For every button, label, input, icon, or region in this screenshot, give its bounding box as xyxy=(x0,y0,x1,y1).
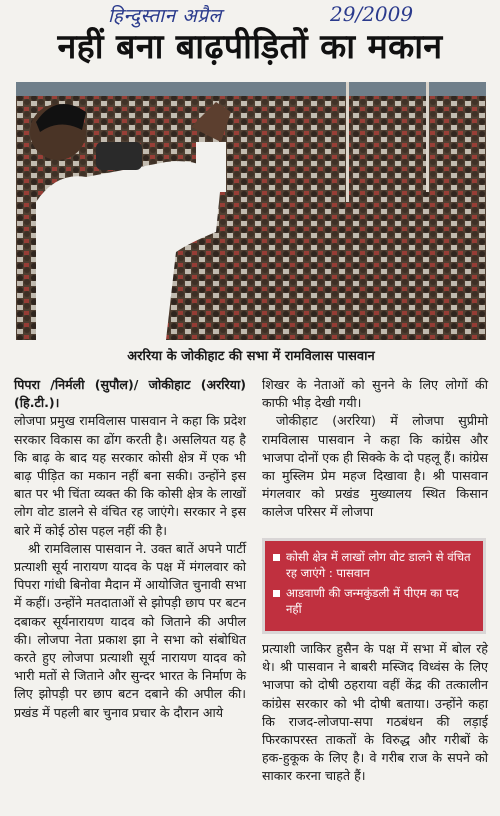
paragraph: प्रत्याशी जाकिर हुसैन के पक्ष में सभा में बोल रहे थे। श्री पासवान ने बाबरी मस्जिद विध्वंस के लिए भाजपा को दोषी ठहराया वहीं केंद्र की तत्कालीन कांग्रेस सरकार को भी दोषी बताया। उन्होंने कहा कि राजद-लोजपा-सपा गठबंधन की लड़ाई फिरकापरस्त ताकतों के विरुद्ध और गरीबों के हक-हुकूक के लिए है। वे गरीब राज के सपने को साकार करना चाहते हैं। xyxy=(262,641,488,784)
paragraph: लोजपा प्रमुख रामविलास पासवान ने कहा कि प्रदेश सरकार विकास का ढोंग करती है। असलियत यह है कि बाढ़ के बाद यह सरकार कोसी क्षेत्र में एक भी बाढ़ पीड़ित का मकान नहीं बना सकी। उन्होंने इस बात पर भी चिंता व्यक्त की कि कोसी क्षेत्र के लाखों लोग वोट डालने से वंचित रह जाएंगे। सरकार ने इस बारे में कोई ठोस पहल नहीं की है। xyxy=(14,413,246,538)
paragraph: शिखर के नेताओं को सुनने के लिए लोगों की काफी भीड़ देखी गयी। xyxy=(262,377,488,411)
article-column-2-top xyxy=(262,376,488,522)
highlight-text: कोसी क्षेत्र में लाखों लोग वोट डालने से वंचित रह जाएंगे : पासवान xyxy=(286,550,471,580)
masthead-handwriting: हिन्दुस्तान अप्रैल xyxy=(108,5,222,27)
photo-caption: अररिया के जोकीहाट की सभा में रामविलास पासवान xyxy=(127,349,375,364)
highlight-item xyxy=(273,585,477,617)
highlight-text: आडवाणी की जन्मकुंडली में पीएम का पद नहीं xyxy=(286,586,459,616)
handwritten-date: 29/2009 xyxy=(330,2,414,26)
dateline: पिपरा /निर्मली (सुपौल)/ जोकीहाट (अररिया) (हि.टी.)। xyxy=(14,377,246,411)
rally-photo-image xyxy=(16,82,486,340)
highlight-box xyxy=(262,538,486,634)
highlight-item xyxy=(273,549,477,581)
rally-photo xyxy=(16,82,486,340)
paragraph: श्री रामविलास पासवान ने. उक्त बातें अपने पार्टी प्रत्याशी सूर्य नारायण यादव के पक्ष में मंगलवार को पिपरा गांधी बिनोवा मैदान में आयोजित चुनावी सभा में कहीं। उन्होंने मतदाताओं से झोपड़ी छाप पर बटन दबाकर सूर्यनारायण यादव को जिताने की अपील की। लोजपा नेता प्रकाश झा ने सभा को संबोधित करते हुए लोजपा प्रत्याशी सूर्य नारायण यादव को भारी मतों से जिताने और सुन्दर भारत के निर्माण के लिए झोपड़ी पर छाप बटन दबाने की अपील की। प्रखंड में पहली बार चुनाव प्रचार के दौरान आये xyxy=(14,540,246,720)
article-column-2-bottom xyxy=(262,640,488,786)
square-bullet-icon xyxy=(273,554,280,561)
paragraph: जोकीहाट (अररिया) में लोजपा सुप्रीमो रामविलास पासवान ने कहा कि कांग्रेस और भाजपा दोनों एक ही सिक्के के दो पहलू हैं। कांग्रेस का मुस्लिम प्रेम महज दिखावा है। श्री पासवान मंगलवार को प्रखंड मुख्यालय स्थित किसान कालेज परिसर में लोजपा xyxy=(262,413,488,520)
headline: नहीं बना बाढ़पीड़ितों का मकान xyxy=(57,27,443,67)
article-column-1 xyxy=(14,376,246,722)
square-bullet-icon xyxy=(273,590,280,597)
